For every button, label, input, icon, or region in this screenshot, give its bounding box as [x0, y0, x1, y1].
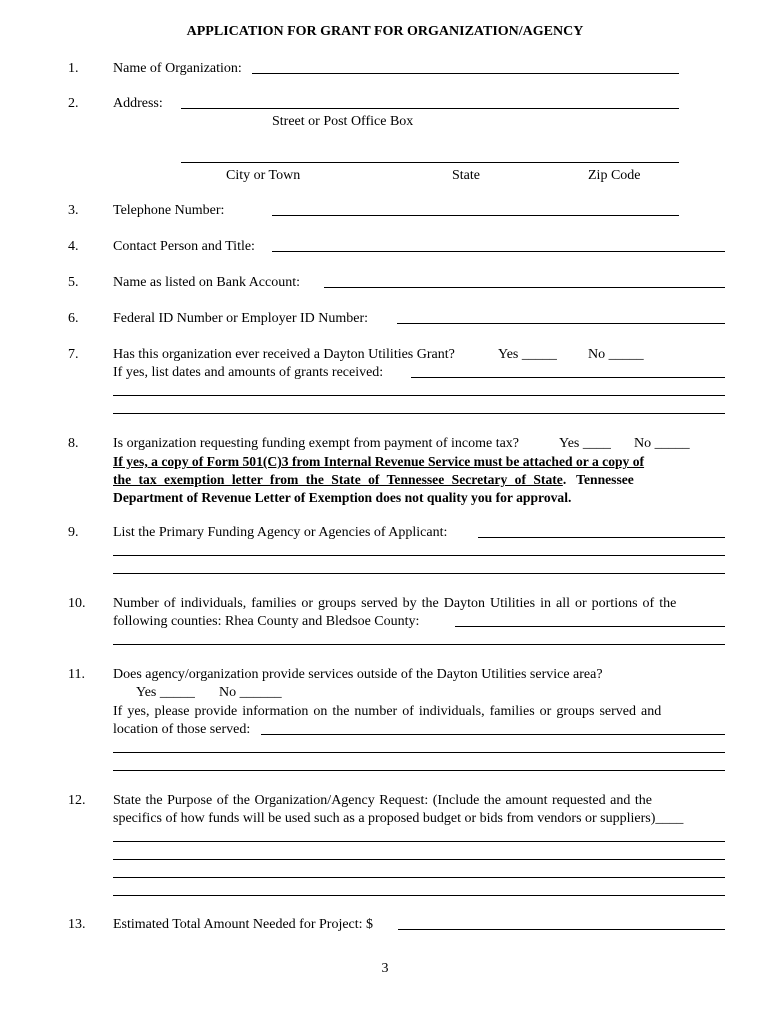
item-number-13: 13.	[68, 917, 86, 932]
prior-grant-details-label: If yes, list dates and amounts of grants received:	[113, 365, 384, 380]
tax-exempt-notice-line-1: If yes, a copy of Form 501(C)3 from Internal Revenue Service must be attached or a copy of	[113, 454, 645, 469]
city-state-zip-field[interactable]	[181, 162, 679, 163]
contact-person-label: Contact Person and Title:	[113, 239, 255, 254]
purpose-line[interactable]	[113, 895, 725, 896]
individuals-served-question: Number of individuals, families or groups served by the Dayton Utilities in all or portions of the	[113, 596, 677, 611]
item-number-12: 12.	[68, 793, 86, 808]
contact-person-field[interactable]	[272, 251, 725, 252]
item-number-2: 2.	[68, 96, 79, 111]
street-caption: Street or Post Office Box	[272, 114, 414, 129]
outside-services-question: Does agency/organization provide services outside of the Dayton Utilities service area?	[113, 667, 603, 682]
prior-grant-question: Has this organization ever received a Dayton Utilities Grant?	[113, 347, 455, 362]
tax-exempt-yes[interactable]: Yes ____	[559, 436, 611, 451]
tax-exempt-tennessee-text: . Tennessee	[562, 472, 634, 487]
page-number: 3	[381, 961, 389, 976]
purpose-specifics: specifics of how funds will be used such as a proposed budget or bids from vendors or suppliers)____	[113, 811, 684, 826]
bank-account-field[interactable]	[324, 287, 725, 288]
item-number-3: 3.	[68, 203, 79, 218]
tax-exempt-question: Is organization requesting funding exempt from payment of income tax?	[113, 436, 520, 451]
location-served-field[interactable]	[261, 734, 725, 735]
organization-name-field[interactable]	[252, 73, 679, 74]
item-number-8: 8.	[68, 436, 79, 451]
funding-agency-field[interactable]	[478, 537, 725, 538]
item-number-11: 11.	[68, 667, 85, 682]
item-number-6: 6.	[68, 311, 79, 326]
item-number-7: 7.	[68, 347, 79, 362]
counties-line[interactable]	[113, 644, 725, 645]
tax-exempt-notice-line-3: Department of Revenue Letter of Exemption does not quality you for approval.	[113, 490, 572, 505]
purpose-line[interactable]	[113, 859, 725, 860]
item-number-10: 10.	[68, 596, 86, 611]
counties-label: following counties: Rhea County and Bledsoe County:	[113, 614, 420, 629]
purpose-line[interactable]	[113, 877, 725, 878]
outside-services-no[interactable]: No ______	[219, 685, 282, 700]
organization-name-label: Name of Organization:	[113, 61, 242, 76]
location-served-label: location of those served:	[113, 722, 251, 737]
total-amount-label: Estimated Total Amount Needed for Project: $	[113, 917, 374, 932]
prior-grant-details-field[interactable]	[411, 377, 725, 378]
funding-agency-line[interactable]	[113, 573, 725, 574]
item-number-4: 4.	[68, 239, 79, 254]
federal-id-field[interactable]	[397, 323, 725, 324]
prior-grant-details-line[interactable]	[113, 395, 725, 396]
city-caption: City or Town	[226, 168, 301, 183]
page-title: APPLICATION FOR GRANT FOR ORGANIZATION/AGENCY	[186, 24, 584, 39]
address-label: Address:	[113, 96, 163, 111]
funding-agency-line[interactable]	[113, 555, 725, 556]
prior-grant-details-line[interactable]	[113, 413, 725, 414]
tax-exempt-no[interactable]: No _____	[634, 436, 690, 451]
outside-services-yes[interactable]: Yes _____	[136, 685, 195, 700]
federal-id-label: Federal ID Number or Employer ID Number:	[113, 311, 369, 326]
total-amount-field[interactable]	[398, 929, 725, 930]
item-number-9: 9.	[68, 525, 79, 540]
state-caption: State	[452, 168, 480, 183]
bank-account-label: Name as listed on Bank Account:	[113, 275, 301, 290]
telephone-label: Telephone Number:	[113, 203, 225, 218]
item-number-5: 5.	[68, 275, 79, 290]
prior-grant-yes[interactable]: Yes _____	[498, 347, 557, 362]
outside-services-details: If yes, please provide information on the number of individuals, families or groups served and	[113, 704, 662, 719]
counties-field[interactable]	[455, 626, 725, 627]
zip-caption: Zip Code	[588, 168, 641, 183]
street-field[interactable]	[181, 108, 679, 109]
prior-grant-no[interactable]: No _____	[588, 347, 644, 362]
tax-exempt-letter-text: the tax exemption letter from the State of Tennessee Secretary of State	[113, 472, 563, 487]
purpose-line[interactable]	[113, 841, 725, 842]
item-number-1: 1.	[68, 61, 79, 76]
funding-agency-label: List the Primary Funding Agency or Agencies of Applicant:	[113, 525, 448, 540]
location-served-line[interactable]	[113, 752, 725, 753]
location-served-line[interactable]	[113, 770, 725, 771]
tax-exempt-notice-line-2	[113, 472, 725, 488]
telephone-field[interactable]	[272, 215, 679, 216]
purpose-question: State the Purpose of the Organization/Agency Request: (Include the amount requested and the	[113, 793, 652, 808]
